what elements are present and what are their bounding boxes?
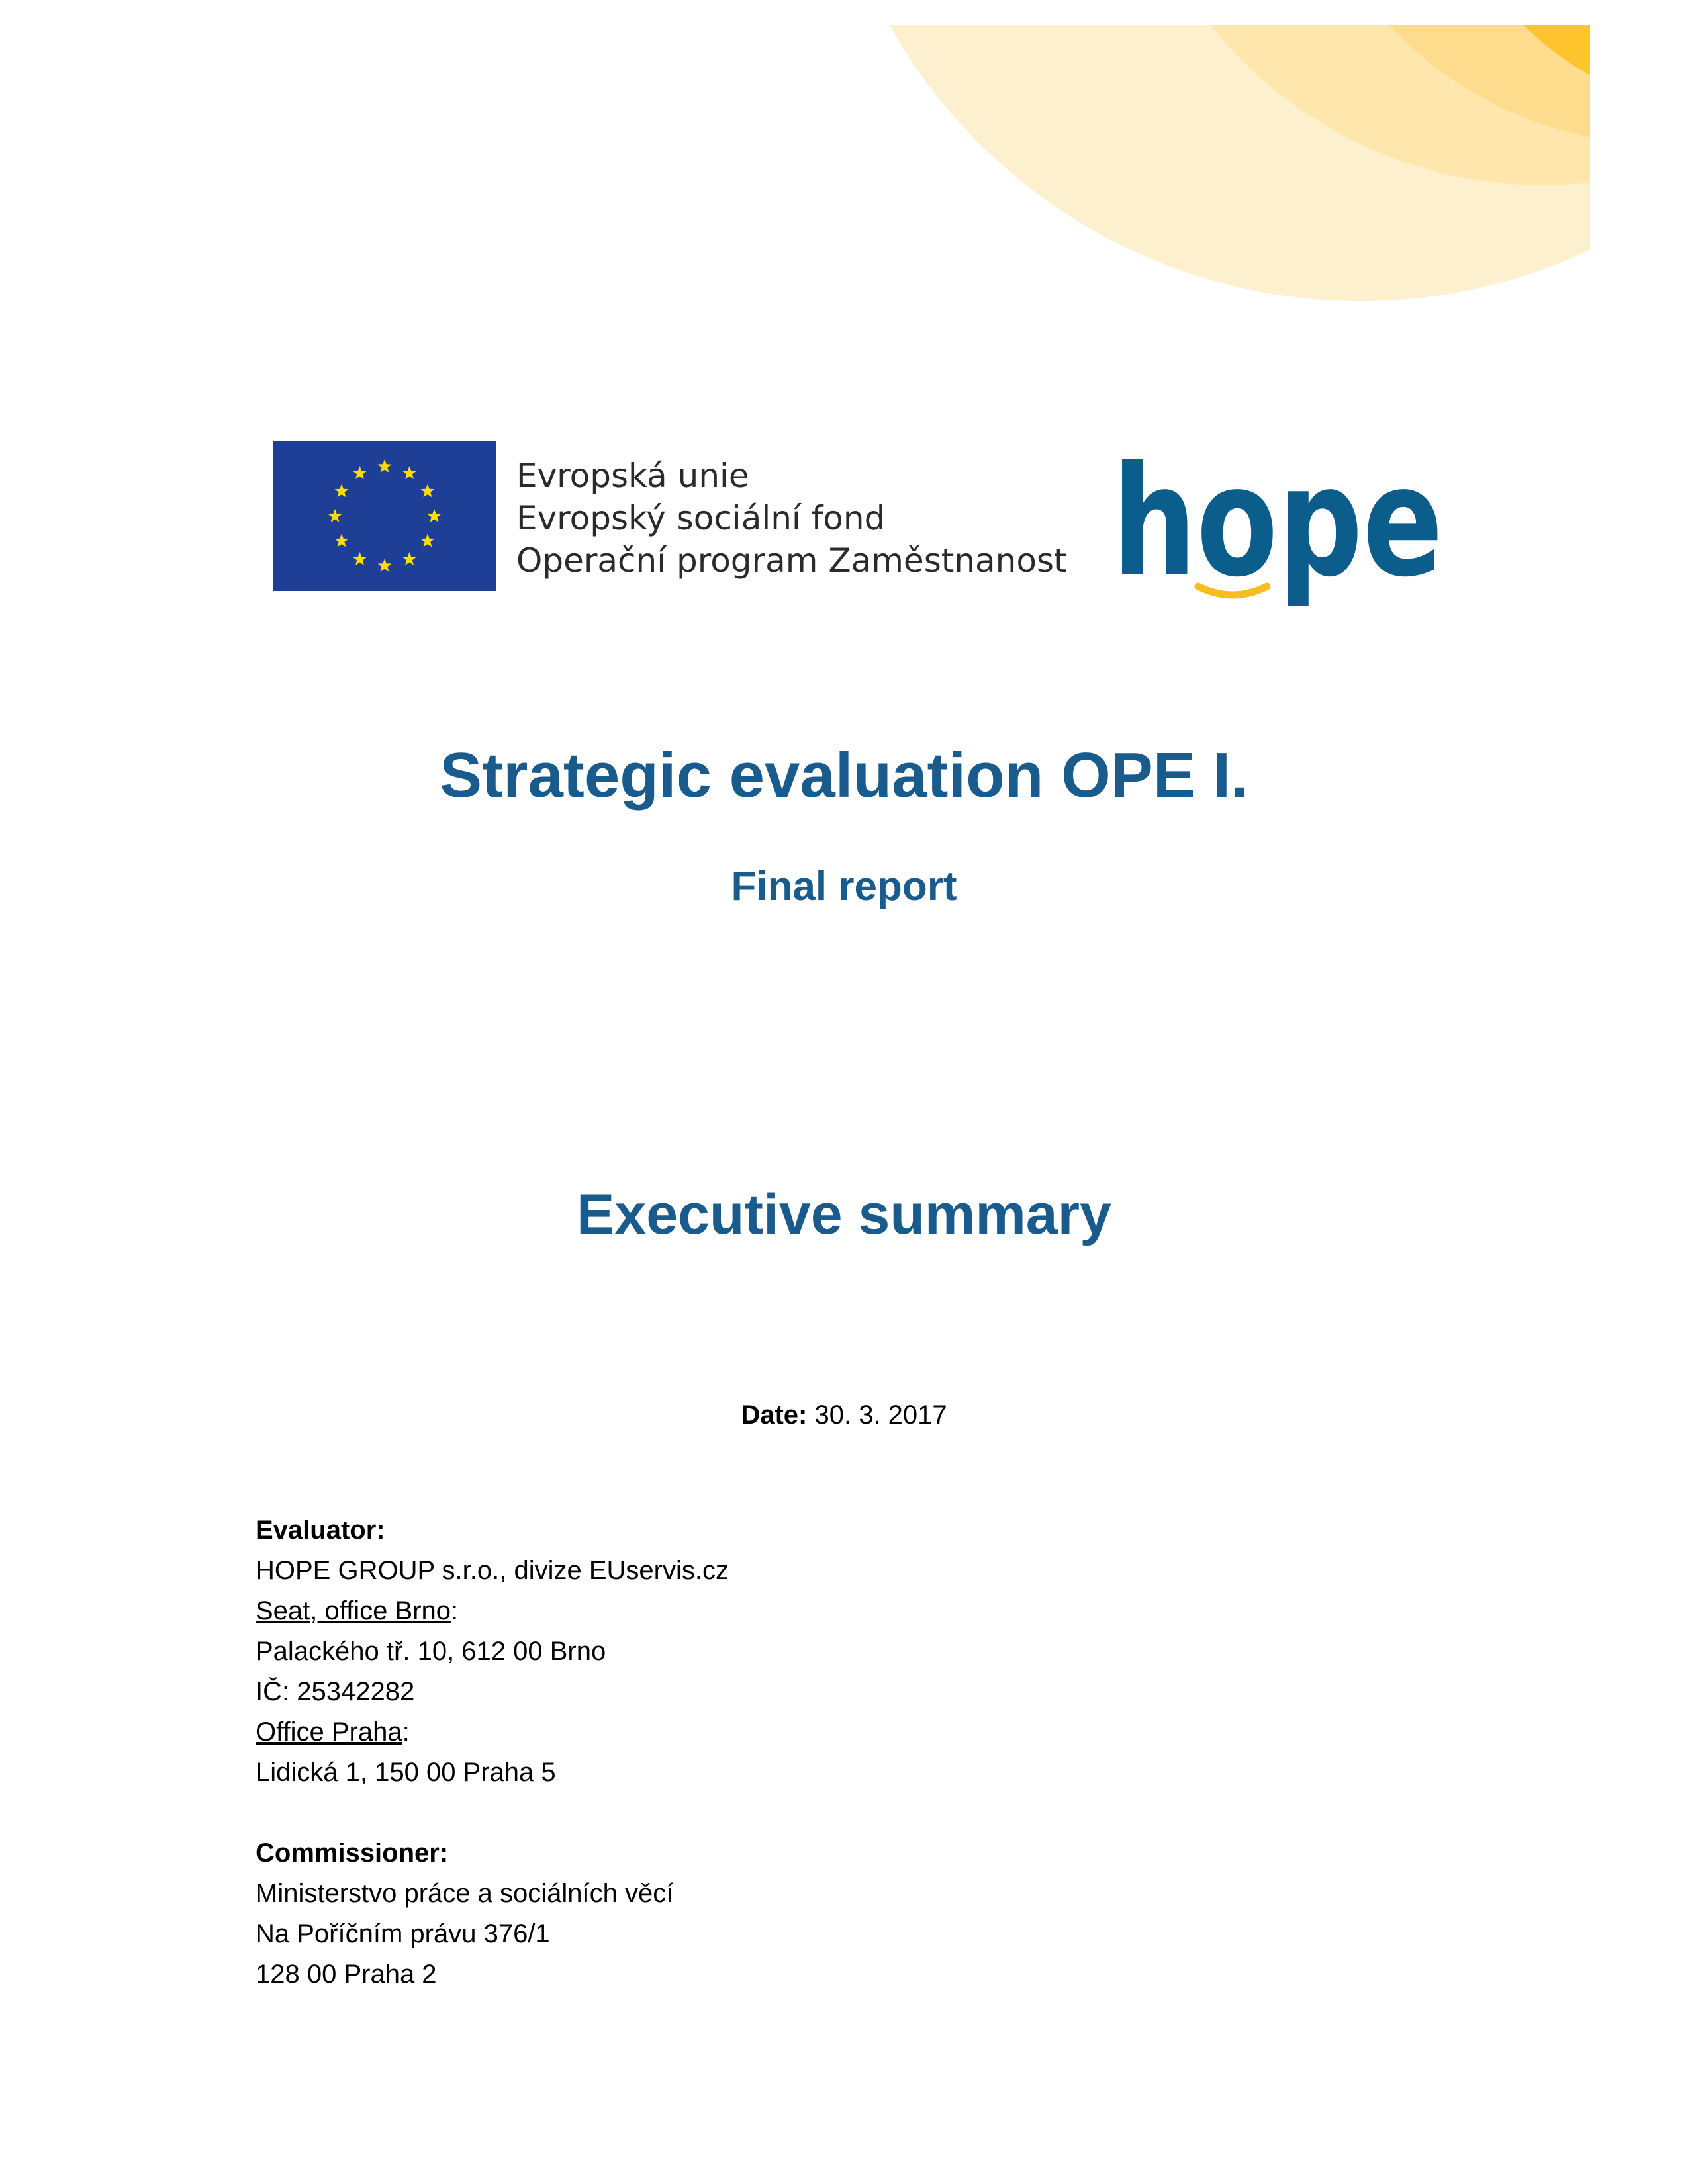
document-title: Strategic evaluation OPE I. [440, 740, 1248, 811]
eu-star-icon [378, 559, 392, 572]
eu-star-icon [420, 484, 434, 498]
evaluator-name: HOPE GROUP s.r.o., divize EUservis.cz [256, 1556, 729, 1585]
eu-star-icon [353, 466, 367, 479]
date-line [0, 1396, 1688, 1433]
evaluator-heading: Evaluator: [256, 1516, 385, 1545]
commissioner-heading: Commissioner: [256, 1839, 449, 1868]
eu-star-icon [402, 466, 416, 479]
evaluator-office-label: Office Praha [256, 1717, 402, 1747]
evaluator-office-line: Office Praha: [256, 1717, 410, 1747]
commissioner-address-line-2: 128 00 Praha 2 [256, 1960, 437, 1989]
document-subtitle: Final report [731, 864, 957, 909]
eu-star-icon [420, 534, 434, 547]
sun-arcs-decoration [0, 0, 1688, 304]
eu-star-icon [428, 509, 442, 522]
eu-logo-line-3: Operační program Zaměstnanost [516, 541, 1067, 580]
commissioner-name: Ministerstvo práce a sociálních věcí [256, 1879, 674, 1908]
eu-star-icon [353, 552, 367, 565]
evaluator-seat-label: Seat, office Brno [256, 1596, 451, 1625]
eu-star-icon [378, 459, 392, 473]
date-value: 30. 3. 2017 [814, 1400, 947, 1430]
hope-logo [1112, 434, 1456, 615]
eu-star-icon [328, 509, 342, 522]
evaluator-office-address: Lidická 1, 150 00 Praha 5 [256, 1758, 556, 1787]
evaluator-ic: IČ: 25342282 [256, 1677, 415, 1706]
eu-stars-icon [273, 441, 496, 591]
hope-logo-text: hope [1112, 434, 1443, 611]
eu-star-icon [335, 534, 349, 547]
commissioner-block [256, 1833, 673, 1995]
eu-funding-logo [273, 441, 1067, 594]
date-label: Date: [741, 1400, 808, 1430]
commissioner-address-line-1: Na Poříčním právu 376/1 [256, 1919, 550, 1948]
eu-star-icon [402, 552, 416, 565]
section-title: Executive summary [577, 1183, 1111, 1246]
eu-logo-line-1: Evropská unie [516, 457, 749, 495]
eu-logo-line-2: Evropský sociální fond [516, 499, 886, 537]
evaluator-seat-address: Palackého tř. 10, 612 00 Brno [256, 1637, 606, 1666]
eu-logo-text [516, 455, 1067, 582]
evaluator-seat-line: Seat, office Brno: [256, 1596, 459, 1625]
eu-flag-icon [273, 441, 496, 591]
eu-star-icon [335, 484, 349, 498]
evaluator-block [256, 1510, 729, 1793]
